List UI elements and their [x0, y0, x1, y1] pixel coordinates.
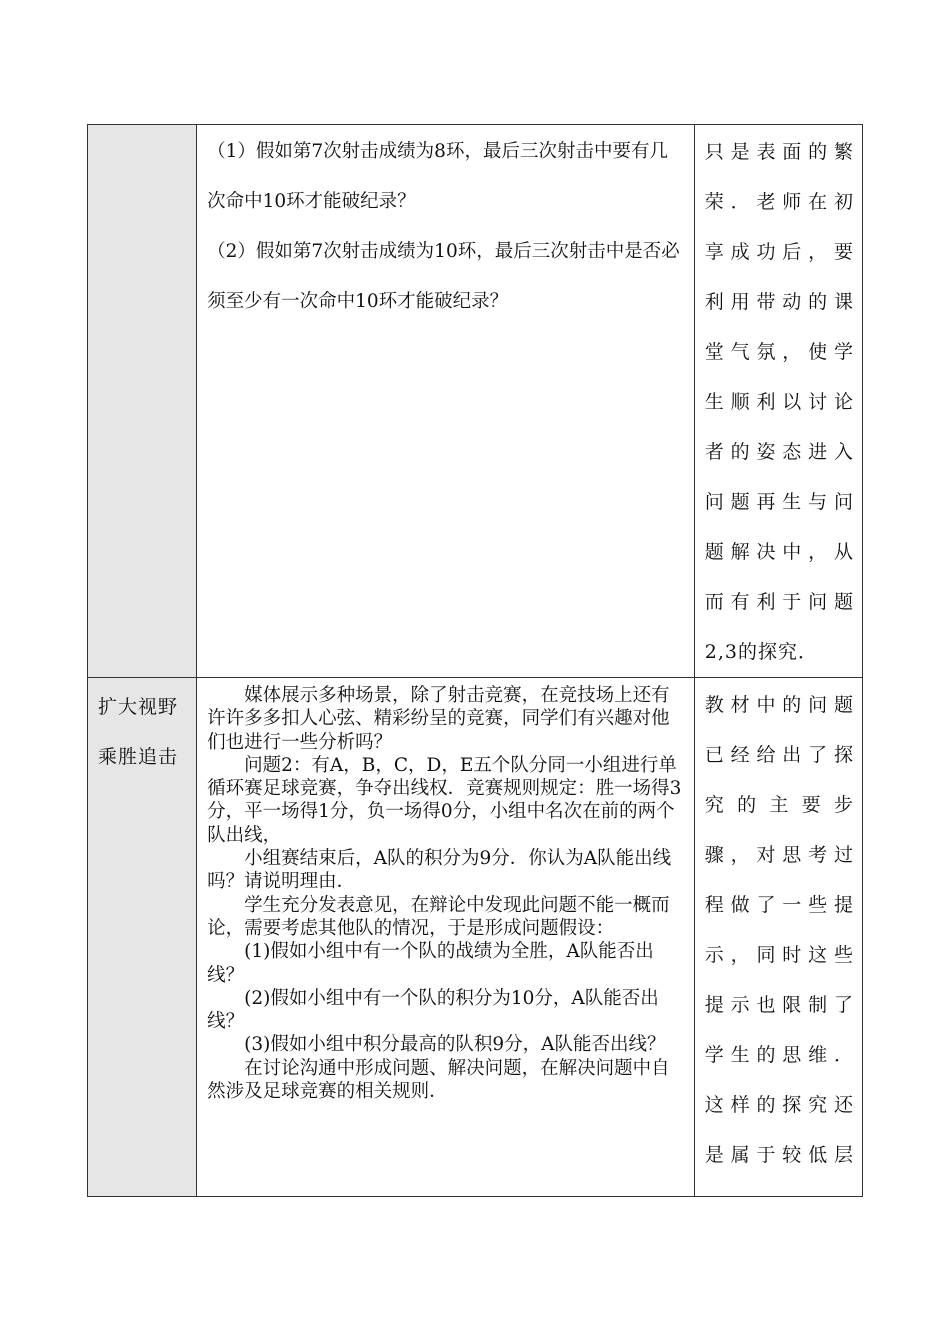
- content-paragraph: 学生充分发表意见，在辩论中发现此问题不能一概而论，需要考虑其他队的情况，于是形成问题假设：: [207, 894, 670, 939]
- content-paragraph: （2）假如第7次射击成绩为10环，最后三次射击中是否必须至少有一次命中10环才能破纪录？: [207, 241, 680, 312]
- note-line: 利用带动的课: [704, 291, 854, 313]
- content-paragraph: 问题2：有A，B，C，D，E五个队分同一小组进行单循环赛足球竞赛，争夺出线权．竞赛规则规定：胜一场得3分，平一场得1分，负一场得0分，小组中名次在前的两个队出线，: [207, 754, 682, 846]
- note-line: 提示也限制了: [704, 994, 854, 1016]
- note-line: 这样的探究还: [704, 1094, 854, 1116]
- note-line: 题解决中，从: [704, 541, 854, 563]
- note-cell: [694, 125, 862, 678]
- table-row: [88, 678, 863, 1197]
- content-paragraph: （1）假如第7次射击成绩为8环，最后三次射击中要有几次命中10环才能破纪录？: [207, 141, 668, 212]
- stage-label: 乘胜追击: [98, 746, 179, 768]
- table-row: [88, 125, 863, 678]
- lesson-plan-table: [87, 124, 863, 1197]
- note-line: 问题再生与问: [704, 491, 854, 513]
- stage-cell: [88, 125, 197, 678]
- note-line: 学生的思维．: [704, 1044, 854, 1066]
- note-line: 只是表面的繁: [704, 141, 854, 163]
- note-line: 生顺利以讨论: [704, 391, 854, 413]
- note-cell: [694, 678, 862, 1197]
- note-line: 示，同时这些: [704, 944, 854, 966]
- note-line: 已经给出了探: [704, 744, 854, 766]
- content-cell: [197, 125, 695, 678]
- stage-cell: [88, 678, 197, 1197]
- note-line: 教材中的问题: [704, 694, 854, 716]
- content-paragraph: 在讨论沟通中形成问题、解决问题，在解决问题中自然涉及足球竞赛的相关规则．: [207, 1057, 670, 1103]
- content-paragraph: 媒体展示多种场景，除了射击竞赛，在竞技场上还有许许多多扣人心弦、精彩纷呈的竞赛，同学们有兴趣对他们也进行一些分析吗？: [207, 685, 670, 753]
- content-paragraph: 小组赛结束后，A队的积分为9分．你认为A队能出线吗？请说明理由．: [207, 848, 672, 893]
- content-paragraph: (1)假如小组中有一个队的战绩为全胜，A队能否出线？: [207, 941, 654, 986]
- content-paragraph: (2)假如小组中有一个队的积分为10分，A队能否出线？: [207, 987, 659, 1033]
- note-line: 是属于较低层: [704, 1144, 854, 1166]
- stage-label: 扩大视野: [98, 696, 179, 718]
- note-line: 者的姿态进入: [704, 441, 854, 463]
- note-line: 享成功后，要: [704, 241, 854, 263]
- note-line: 而有利于问题: [704, 591, 854, 613]
- note-line: 骤，对思考过: [704, 844, 854, 866]
- note-line: 2,3的探究．: [704, 641, 818, 663]
- note-line: 堂气氛，使学: [704, 341, 854, 363]
- note-line: 荣．老师在初: [704, 191, 854, 213]
- note-line: 究的主要步: [704, 794, 854, 816]
- content-cell: [197, 678, 695, 1197]
- content-paragraph: (3)假如小组中积分最高的队积9分，A队能否出线？: [244, 1034, 666, 1056]
- note-line: 程做了一些提: [704, 894, 854, 916]
